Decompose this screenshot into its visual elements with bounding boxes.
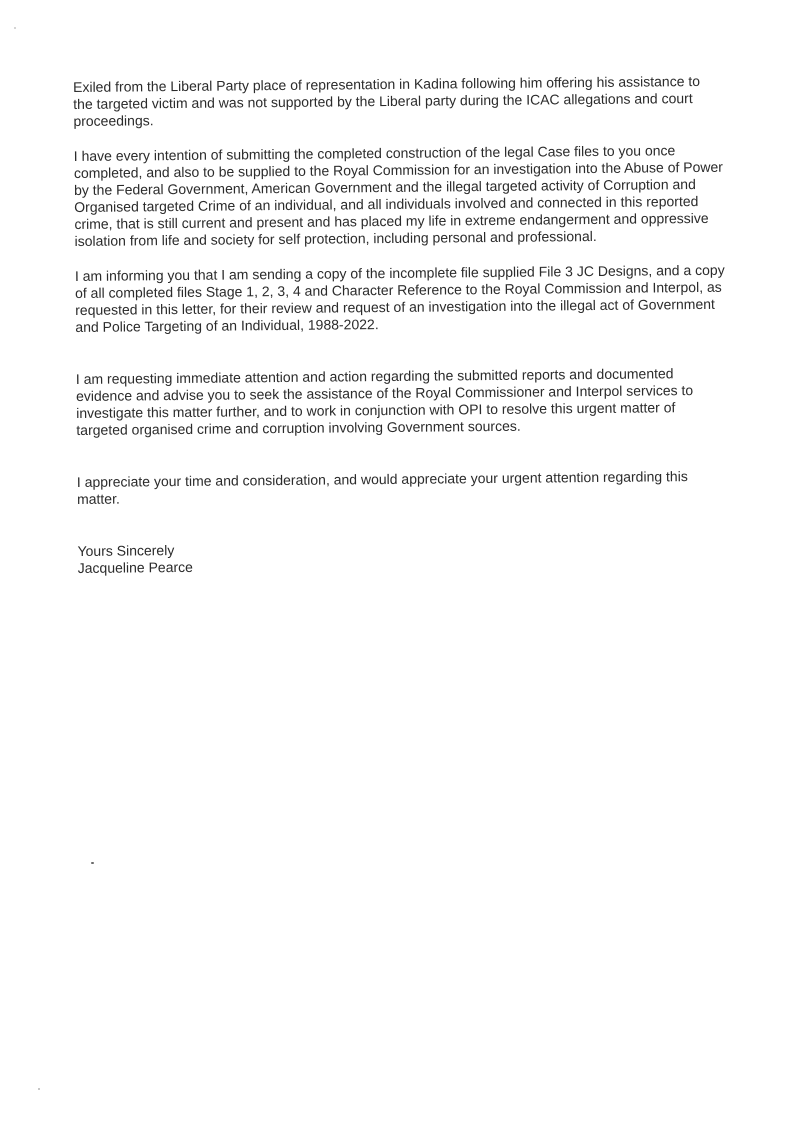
closing-salutation: Yours Sincerely <box>77 542 175 559</box>
paragraph-files-sent: I am informing you that I am sending a copy of the incomplete file supplied File 3 JC Designs, and a copy of all completed files Stage 1, 2, 3, 4 and Character Reference to the Royal Commission and Interpol, as requested in this letter, for their review and request of an investigation into the illegal act of Government and Police Targeting of an Individual, 1988-2022. <box>74 261 725 335</box>
signoff-block <box>77 537 727 577</box>
signatory-name: Jacqueline Pearce <box>77 558 193 576</box>
letter-body <box>73 73 728 577</box>
paragraph-liberal-party: Exiled from the Liberal Party place of representation in Kadina following him offering his assistance to the targeted victim and was not supported by the Liberal party during the ICAC allegations and court proceedings. <box>73 72 701 129</box>
paragraph-request-action: I am requesting immediate attention and action regarding the submitted reports and documented evidence and advise you to seek the assistance of the Royal Commissioner and Interpol services to investigate this matter further, and to work in conjunction with OPI to resolve this urgent matter of targeted organised crime and corruption involving Government sources. <box>75 365 694 438</box>
scan-speck <box>38 1088 40 1090</box>
paragraph-appreciation: I appreciate your time and consideration, and would appreciate your urgent attention regarding this matter. <box>76 468 688 507</box>
scan-speck <box>91 862 94 864</box>
paragraph-legal-case-files: I have every intention of submitting the completed construction of the legal Case files to you once completed, and also to be supplied to the Royal Commission for an investigation into the Abuse of Power by the Federal Government, American Government and the illegal targeted activity of Corruption and Organised targeted Crime of an individual, and all individuals involved and connected in this reported crime, that is still current and present and has placed my life in extreme endangerment and oppressive isolation from life and society for self protection, including personal and professional. <box>73 142 723 249</box>
scan-speck <box>14 27 16 29</box>
